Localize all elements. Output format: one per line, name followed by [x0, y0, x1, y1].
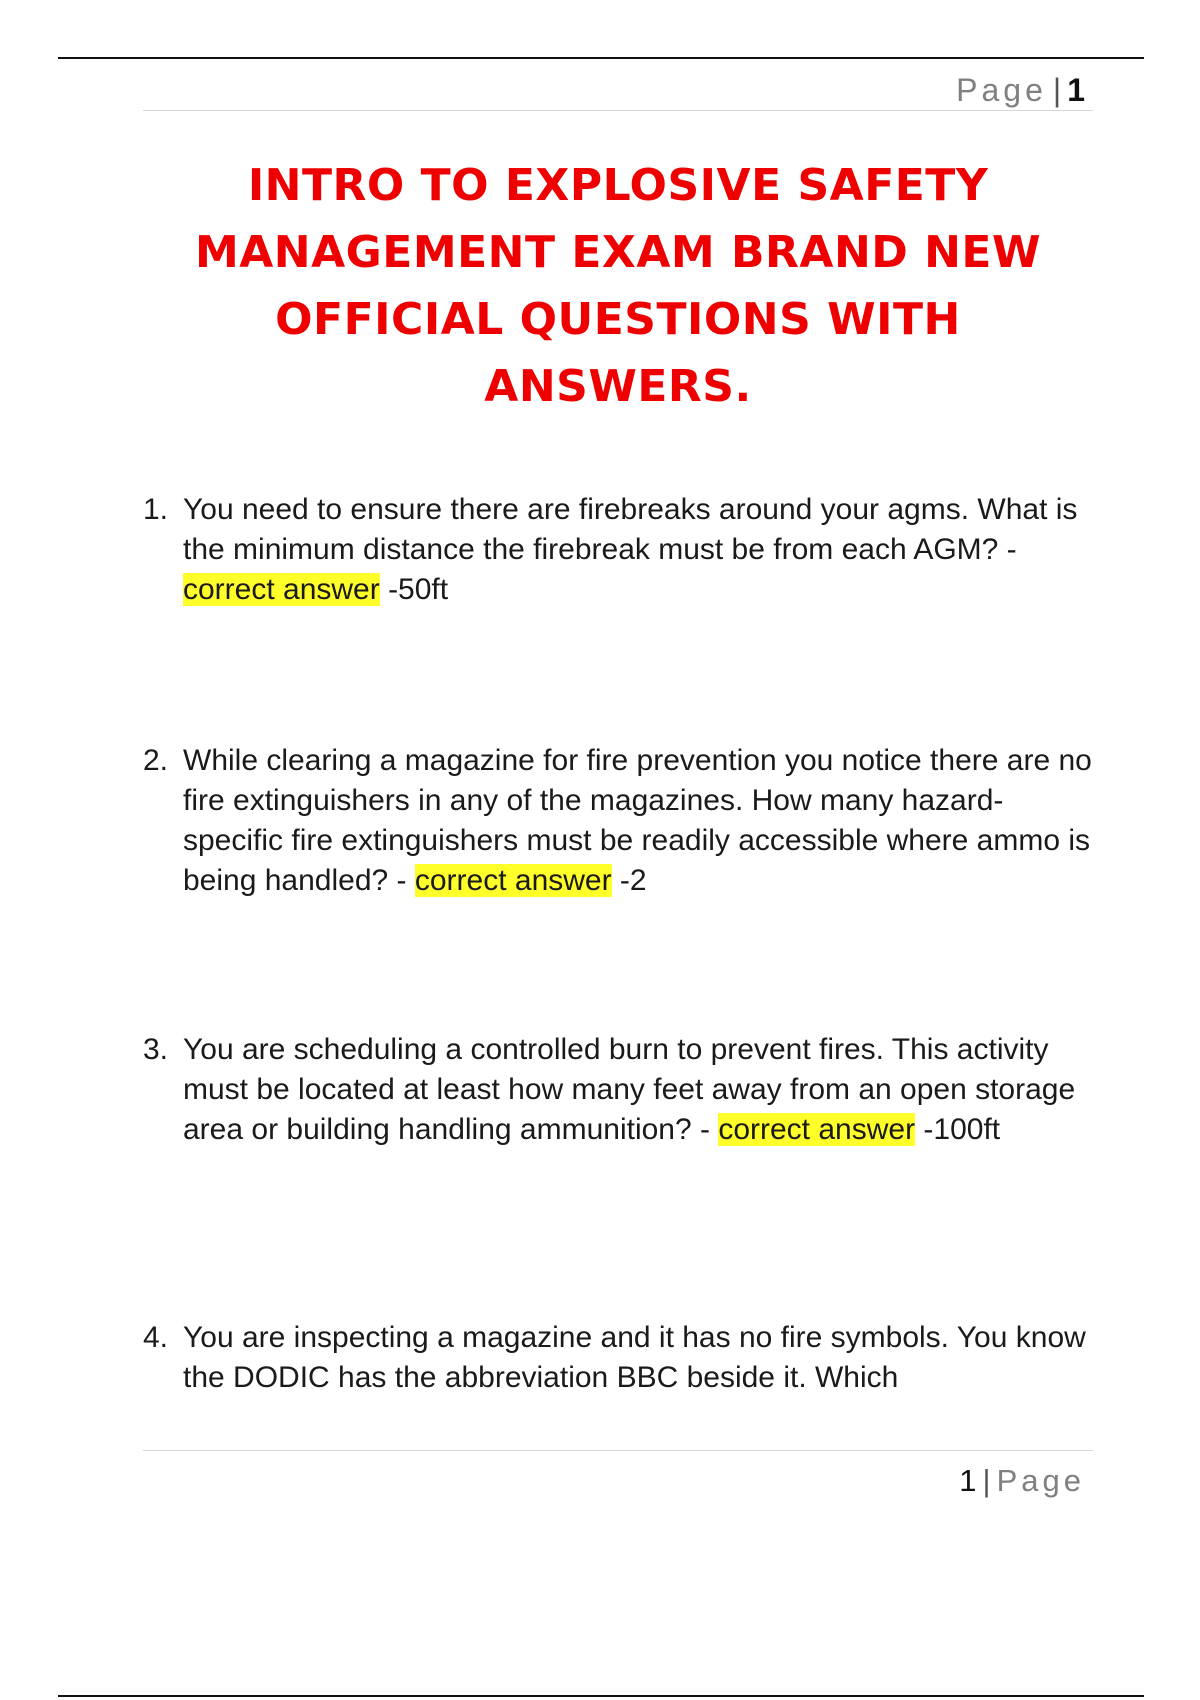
- header-separator: |: [1052, 72, 1062, 108]
- question-body: You are scheduling a controlled burn to prevent fires. This activity must be located at least how many feet away from an open storage area or building handling ammunition? -: [183, 1033, 1076, 1146]
- answer-label-highlight: correct answer: [718, 1113, 916, 1146]
- header-page-word: Page: [956, 72, 1047, 108]
- question-number: 2.: [143, 744, 169, 777]
- answer-value: -100ft: [915, 1113, 1001, 1146]
- question-text: [183, 490, 1103, 610]
- header-page-indicator: [956, 72, 1085, 109]
- question-text: [183, 1318, 1103, 1398]
- answer-value: -2: [611, 864, 647, 897]
- question-number: 3.: [143, 1033, 169, 1066]
- question-body: You need to ensure there are firebreaks around your agms. What is the minimum distance the firebreak must be from each AGM? -: [183, 493, 1078, 566]
- answer-value: -50ft: [379, 573, 449, 606]
- footer-page-number: 1: [959, 1463, 977, 1498]
- question-text: [183, 1030, 1103, 1150]
- question-text: [183, 741, 1103, 901]
- page-header: [143, 60, 1093, 111]
- answer-label-highlight: correct answer: [414, 864, 612, 897]
- answer-label-highlight: correct answer: [183, 573, 380, 606]
- top-rule: [58, 57, 1144, 59]
- question-number: 4.: [143, 1321, 169, 1354]
- question-body: While clearing a magazine for fire prevention you notice there are no fire extinguishers in any of the magazines. How many hazard-specific fire extinguishers must be readily accessible where ammo is being handled? -: [183, 744, 1092, 897]
- footer-page-word: Page: [996, 1463, 1085, 1498]
- footer-separator: |: [982, 1463, 991, 1498]
- bottom-rule: [58, 1695, 1144, 1697]
- question-number: 1.: [143, 493, 169, 526]
- footer-page-indicator: [959, 1463, 1085, 1499]
- header-page-number: 1: [1067, 72, 1085, 108]
- question-body: You are inspecting a magazine and it has no fire symbols. You know the DODIC has the abbreviation BBC beside it. Which: [183, 1321, 1086, 1394]
- page-footer: [143, 1450, 1093, 1511]
- document-title: INTRO TO EXPLOSIVE SAFETY MANAGEMENT EXAM BRAND NEW OFFICIAL QUESTIONS WITH ANSWERS.: [194, 160, 1042, 412]
